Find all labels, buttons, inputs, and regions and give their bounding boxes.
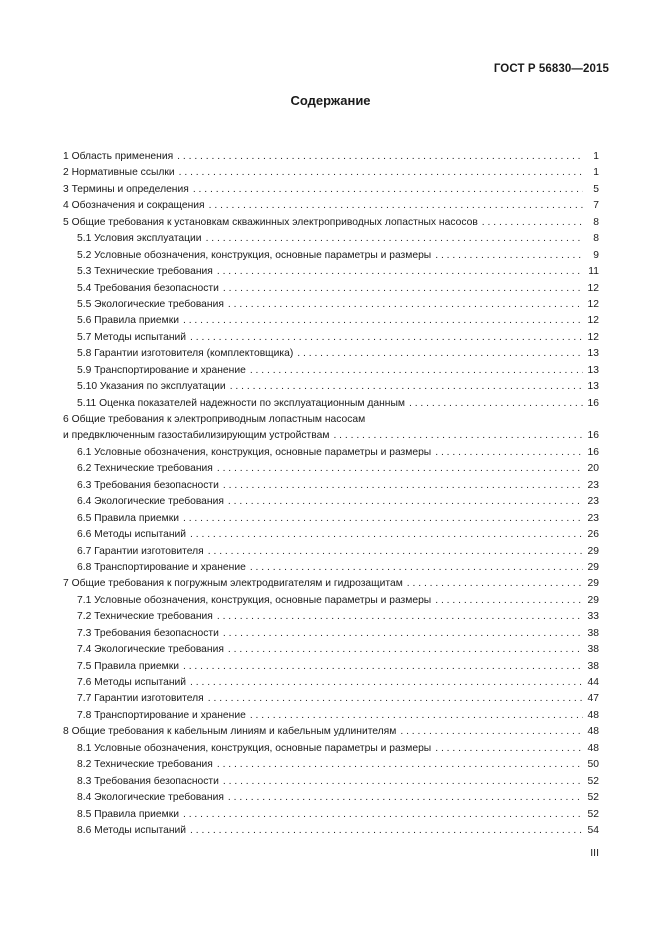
toc-entry-label: 6.1 Условные обозначения, конструкция, основные параметры и размеры [77, 446, 432, 458]
toc-entry[interactable] [63, 265, 599, 281]
toc-entry-label: 6 Общие требования к электроприводным лопастным насосам [63, 414, 366, 425]
toc-entry-page: 13 [587, 348, 599, 360]
toc-entry-label: 7 Общие требования к погружным электродвигателям и гидрозащитам [63, 578, 403, 590]
dot-leader [183, 808, 583, 822]
toc-entry-label: 5.10 Указания по эксплуатации [77, 381, 226, 393]
toc-entry-label: 5.2 Условные обозначения, конструкция, основные параметры и размеры [77, 249, 432, 261]
toc-entry-page: 12 [587, 315, 599, 327]
toc-entry[interactable] [63, 627, 599, 643]
toc-entry-page: 38 [587, 644, 599, 656]
toc-entry-page: 8 [593, 216, 599, 228]
toc-entry-page: 52 [587, 792, 599, 804]
toc-entry-page: 12 [587, 331, 599, 343]
toc-entry-page: 11 [588, 266, 599, 278]
toc-entry-page: 12 [587, 282, 599, 294]
toc-entry-page: 9 [593, 249, 599, 261]
toc-entry-label: 7.5 Правила приемки [77, 660, 179, 672]
toc-entry[interactable] [63, 413, 599, 446]
dot-leader [217, 462, 583, 476]
toc-entry-label: 6.5 Правила приемки [77, 512, 179, 524]
toc-entry-label: 5.1 Условия эксплуатации [77, 233, 202, 245]
toc-entry-label: 7.7 Гарантии изготовителя [77, 693, 204, 705]
dot-leader [190, 824, 583, 838]
toc-entry-label: 7.8 Транспортирование и хранение [77, 709, 246, 721]
toc-entry-page: 13 [587, 364, 599, 376]
toc-entry-page: 33 [587, 611, 599, 623]
toc-entry[interactable] [63, 561, 599, 577]
dot-leader [228, 495, 583, 509]
toc-entry-label: 8.2 Технические требования [77, 759, 213, 771]
toc-entry[interactable] [63, 545, 599, 561]
toc-entry-label: 5.11 Оценка показателей надежности по эксплуатационным данным [77, 397, 405, 409]
toc-entry[interactable] [63, 610, 599, 626]
toc-entry-label: 6.4 Экологические требования [77, 496, 224, 508]
toc-entry-page: 47 [587, 693, 599, 705]
toc-entry-label: 5.3 Технические требования [77, 266, 213, 278]
toc-entry-page: 38 [587, 627, 599, 639]
toc-entry-label: 5.9 Транспортирование и хранение [77, 364, 246, 376]
dot-leader [409, 397, 583, 411]
toc-entry[interactable] [63, 298, 599, 314]
toc-entry-label: 5.6 Правила приемки [77, 315, 179, 327]
toc-entry-page: 5 [593, 183, 599, 195]
toc-entry-page: 7 [593, 200, 599, 212]
toc-entry[interactable] [63, 150, 599, 166]
dot-leader [228, 298, 583, 312]
toc-entry-page: 12 [587, 298, 599, 310]
toc-entry[interactable] [63, 775, 599, 791]
toc-entry-label: 8.6 Методы испытаний [77, 824, 187, 836]
toc-entry-page: 50 [587, 759, 599, 771]
dot-leader [230, 380, 583, 394]
dot-leader [400, 725, 583, 739]
toc-entry[interactable] [63, 758, 599, 774]
dot-leader [193, 183, 583, 197]
toc-entry-label: 8.5 Правила приемки [77, 808, 179, 820]
toc-entry-label: 1 Область применения [63, 151, 174, 162]
dot-leader [217, 758, 583, 772]
dot-leader [228, 791, 583, 805]
dot-leader [190, 528, 583, 542]
dot-leader [206, 232, 583, 246]
toc-entry-label: 5.8 Гарантии изготовителя (комплектовщика) [77, 348, 294, 360]
toc-entry[interactable] [63, 364, 599, 380]
toc-entry-page: 52 [587, 808, 599, 820]
toc-entry[interactable] [63, 331, 599, 347]
toc-entry[interactable] [63, 314, 599, 330]
dot-leader [250, 709, 583, 723]
toc-entry[interactable] [63, 232, 599, 248]
toc-entry-page: 16 [587, 446, 599, 458]
dot-leader [183, 512, 583, 526]
toc-entry[interactable] [63, 462, 599, 478]
toc-entry-label: 6.3 Требования безопасности [77, 479, 219, 491]
toc-entry-page: 29 [587, 545, 599, 557]
toc-entry-label: 3 Термины и определения [63, 183, 189, 195]
toc-entry[interactable] [63, 709, 599, 725]
dot-leader [223, 775, 583, 789]
toc-entry[interactable] [63, 495, 599, 511]
dot-leader [435, 742, 583, 756]
toc-entry-label-continued: и предвключенным газостабилизирующим устройствам [63, 430, 330, 442]
toc-entry-label: 4 Обозначения и сокращения [63, 200, 205, 212]
toc-entry-page: 29 [587, 594, 599, 606]
toc-entry-label: 8.1 Условные обозначения, конструкция, основные параметры и размеры [77, 742, 432, 754]
toc-entry-label: 5.5 Экологические требования [77, 298, 224, 310]
toc-entry-page: 38 [587, 660, 599, 672]
toc-entry-page: 23 [587, 496, 599, 508]
toc-entry-label: 7.4 Экологические требования [77, 644, 224, 656]
toc-entry[interactable] [63, 725, 599, 741]
toc-entry[interactable] [63, 479, 599, 495]
dot-leader [250, 364, 583, 378]
toc-entry[interactable] [63, 216, 599, 232]
toc-entry-label: 6.8 Транспортирование и хранение [77, 561, 246, 573]
dot-leader [250, 561, 583, 575]
toc-entry[interactable] [63, 199, 599, 215]
table-of-contents [63, 150, 599, 840]
toc-entry-label: 6.7 Гарантии изготовителя [77, 545, 204, 557]
toc-entry-label: 7.1 Условные обозначения, конструкция, основные параметры и размеры [77, 594, 432, 606]
toc-entry[interactable] [63, 808, 599, 824]
dot-leader [183, 314, 583, 328]
dot-leader [177, 150, 583, 164]
toc-entry-page: 8 [593, 233, 599, 245]
toc-entry-page: 44 [587, 677, 599, 689]
toc-entry-label: 7.2 Технические требования [77, 611, 213, 623]
toc-entry[interactable] [63, 660, 599, 676]
toc-entry[interactable] [63, 528, 599, 544]
page-number: III [590, 847, 599, 859]
dot-leader [183, 660, 583, 674]
toc-entry[interactable] [63, 282, 599, 298]
toc-entry-page: 13 [587, 381, 599, 393]
toc-entry-page: 26 [587, 529, 599, 541]
toc-entry-page: 1 [593, 151, 599, 162]
toc-entry-label: 8 Общие требования к кабельным линиям и кабельным удлинителям [63, 726, 397, 738]
toc-entry[interactable] [63, 791, 599, 807]
toc-entry-page: 23 [587, 512, 599, 524]
dot-leader [217, 265, 583, 279]
toc-entry-label: 2 Нормативные ссылки [63, 167, 175, 179]
toc-entry-label: 8.3 Требования безопасности [77, 775, 219, 787]
dot-leader [190, 331, 583, 345]
toc-entry[interactable] [63, 249, 599, 265]
dot-leader [297, 347, 583, 361]
toc-entry-page: 48 [587, 742, 599, 754]
toc-entry[interactable] [63, 512, 599, 528]
dot-leader [217, 610, 583, 624]
toc-entry[interactable] [63, 183, 599, 199]
dot-leader [435, 249, 583, 263]
toc-entry-label: 6.6 Методы испытаний [77, 529, 187, 541]
toc-entry[interactable] [63, 643, 599, 659]
toc-entry-page: 29 [587, 561, 599, 573]
toc-entry-page: 48 [587, 709, 599, 721]
dot-leader [223, 282, 583, 296]
toc-entry-page: 48 [587, 726, 599, 738]
toc-entry-label: 7.6 Методы испытаний [77, 677, 187, 689]
dot-leader [223, 479, 583, 493]
toc-entry[interactable] [63, 577, 599, 593]
toc-entry[interactable] [63, 166, 599, 182]
toc-entry[interactable] [63, 692, 599, 708]
toc-entry[interactable] [63, 397, 599, 413]
toc-entry-label: 7.3 Требования безопасности [77, 627, 219, 639]
toc-entry-page: 16 [587, 430, 599, 442]
toc-entry[interactable] [63, 380, 599, 396]
toc-entry-page: 29 [587, 578, 599, 590]
toc-entry[interactable] [63, 676, 599, 692]
toc-entry-label: 5.4 Требования безопасности [77, 282, 219, 294]
toc-entry[interactable] [63, 742, 599, 758]
dot-leader [209, 199, 583, 213]
toc-entry-label: 5.7 Методы испытаний [77, 331, 187, 343]
dot-leader [223, 627, 583, 641]
dot-leader [435, 594, 583, 608]
dot-leader [228, 643, 583, 657]
toc-entry-page: 23 [587, 479, 599, 491]
toc-entry-page: 54 [587, 824, 599, 836]
toc-entry[interactable] [63, 347, 599, 363]
toc-entry-page: 20 [587, 463, 599, 475]
toc-entry-page: 52 [587, 775, 599, 787]
dot-leader [190, 676, 583, 690]
toc-entry-page: 16 [587, 397, 599, 409]
toc-entry-label: 8.4 Экологические требования [77, 792, 224, 804]
dot-leader [179, 166, 583, 180]
dot-leader [208, 545, 583, 559]
dot-leader [208, 692, 583, 706]
toc-entry-label: 6.2 Технические требования [77, 463, 213, 475]
dot-leader [407, 577, 583, 591]
toc-entry[interactable] [63, 594, 599, 610]
dot-leader [333, 429, 583, 443]
dot-leader [435, 446, 583, 460]
toc-entry[interactable] [63, 446, 599, 462]
toc-entry-page: 1 [593, 167, 599, 179]
page-title: Содержание [290, 93, 371, 108]
document-code: ГОСТ Р 56830—2015 [493, 63, 609, 75]
toc-entry-label: 5 Общие требования к установкам скважинных электроприводных лопастных насосов [63, 216, 478, 228]
toc-entry[interactable] [63, 824, 599, 840]
dot-leader [482, 216, 583, 230]
